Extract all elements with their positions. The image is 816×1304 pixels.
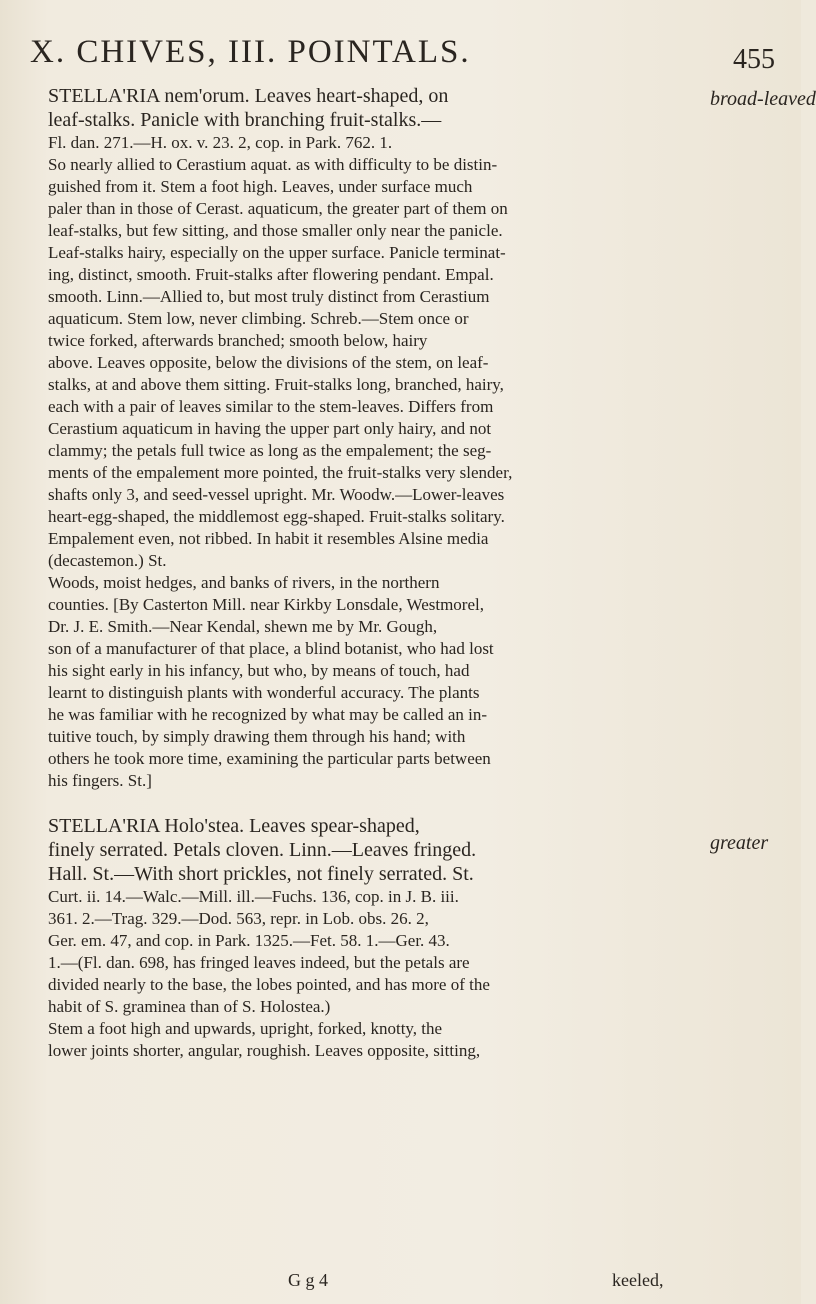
text-line: leaf-stalks. Panicle with branching fruit-stalks.—	[48, 109, 442, 131]
text-line: his fingers. St.]	[48, 771, 152, 790]
entry-stellaria-holostea	[48, 814, 708, 1062]
text-line: tuitive touch, by simply drawing them through his hand; with	[48, 727, 466, 746]
text-line: each with a pair of leaves similar to the stem-leaves. Differs from	[48, 397, 494, 416]
text-line: 361. 2.—Trag. 329.—Dod. 563, repr. in Lob. obs. 26. 2,	[48, 909, 429, 928]
text-line: finely serrated. Petals cloven. Linn.—Leaves fringed.	[48, 839, 477, 861]
margin-note-broad-leaved: broad-leaved	[710, 88, 816, 110]
body-text	[48, 84, 708, 1062]
text-line: his sight early in his infancy, but who, by means of touch, had	[48, 661, 470, 680]
text-line: ing, distinct, smooth. Fruit-stalks after flowering pendant. Empal.	[48, 265, 494, 284]
text-line: Stem a foot high and upwards, upright, forked, knotty, the	[48, 1019, 443, 1038]
page-header	[30, 34, 775, 74]
text-line: clammy; the petals full twice as long as the empalement; the seg-	[48, 441, 492, 460]
text-line: guished from it. Stem a foot high. Leaves, under surface much	[48, 177, 473, 196]
entry-stellaria-nemorum	[48, 84, 708, 792]
text-line: STELLA'RIA Holo'stea. Leaves spear-shaped,	[48, 815, 420, 837]
text-line: Fl. dan. 271.—H. ox. v. 23. 2, cop. in Park. 762. 1.	[48, 133, 393, 152]
margin-note-greater: greater	[710, 832, 769, 854]
text-line: ments of the empalement more pointed, the fruit-stalks very slender,	[48, 463, 513, 482]
text-line: aquaticum. Stem low, never climbing. Schreb.—Stem once or	[48, 309, 469, 328]
signature-mark: G g 4	[288, 1270, 328, 1290]
text-line: others he took more time, examining the particular parts between	[48, 749, 491, 768]
text-line: Curt. ii. 14.—Walc.—Mill. ill.—Fuchs. 136, cop. in J. B. iii.	[48, 887, 459, 906]
text-line: lower joints shorter, angular, roughish. Leaves opposite, sitting,	[48, 1041, 481, 1060]
text-line: counties. [By Casterton Mill. near Kirkby Lonsdale, Westmorel,	[48, 595, 484, 614]
text-line: above. Leaves opposite, below the divisions of the stem, on leaf-	[48, 353, 489, 372]
text-line: So nearly allied to Cerastium aquat. as with difficulty to be distin-	[48, 155, 498, 174]
text-line: habit of S. graminea than of S. Holostea.)	[48, 997, 331, 1016]
text-line: stalks, at and above them sitting. Fruit-stalks long, branched, hairy,	[48, 375, 504, 394]
text-line: 1.—(Fl. dan. 698, has fringed leaves indeed, but the petals are	[48, 953, 470, 972]
text-line: paler than in those of Cerast. aquaticum, the greater part of them on	[48, 199, 508, 218]
page-number: 455	[733, 44, 775, 75]
running-head: X. CHIVES, III. POINTALS.	[30, 34, 471, 70]
text-line: he was familiar with he recognized by what may be called an in-	[48, 705, 487, 724]
text-line: Hall. St.—With short prickles, not finely serrated. St.	[48, 863, 474, 885]
catchword: keeled,	[612, 1270, 664, 1290]
text-line: Ger. em. 47, and cop. in Park. 1325.—Fet. 58. 1.—Ger. 43.	[48, 931, 450, 950]
text-line: shafts only 3, and seed-vessel upright. Mr. Woodw.—Lower-leaves	[48, 485, 505, 504]
text-line: Leaf-stalks hairy, especially on the upper surface. Panicle terminat-	[48, 243, 506, 262]
text-line: heart-egg-shaped, the middlemost egg-shaped. Fruit-stalks solitary.	[48, 507, 505, 526]
text-line: Dr. J. E. Smith.—Near Kendal, shewn me by Mr. Gough,	[48, 617, 438, 636]
text-line: (decastemon.) St.	[48, 551, 167, 570]
text-line: smooth. Linn.—Allied to, but most truly distinct from Cerastium	[48, 287, 490, 306]
text-line: Cerastium aquaticum in having the upper part only hairy, and not	[48, 419, 492, 438]
text-line: son of a manufacturer of that place, a blind botanist, who had lost	[48, 639, 494, 658]
text-line: learnt to distinguish plants with wonderful accuracy. The plants	[48, 683, 480, 702]
text-line: leaf-stalks, but few sitting, and those smaller only near the panicle.	[48, 221, 503, 240]
text-line: Woods, moist hedges, and banks of rivers, in the northern	[48, 573, 440, 592]
text-line: divided nearly to the base, the lobes pointed, and has more of the	[48, 975, 490, 994]
text-line: STELLA'RIA nem'orum. Leaves heart-shaped, on	[48, 85, 449, 107]
text-line: Empalement even, not ribbed. In habit it resembles Alsine media	[48, 529, 489, 548]
text-line: twice forked, afterwards branched; smooth below, hairy	[48, 331, 428, 350]
